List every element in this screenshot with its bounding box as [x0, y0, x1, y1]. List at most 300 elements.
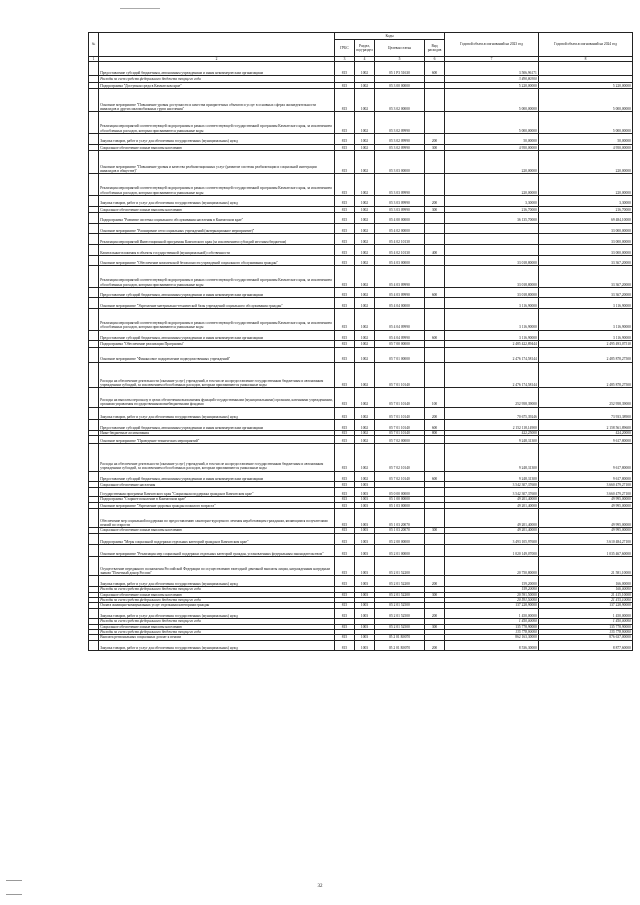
vol-2023-cell: 4 950,00000 [445, 144, 539, 150]
vid-cell: 800 [425, 431, 445, 436]
vid-cell [425, 309, 445, 330]
num-cell [89, 608, 99, 619]
vol-2024-cell: 3 660 479,27100 [539, 482, 633, 487]
name-cell: Социальное обеспечение и иные выплаты населению [99, 592, 335, 597]
vol-2023-cell: 9 248,31300 [445, 471, 539, 482]
vid-cell [425, 266, 445, 287]
vol-2023-cell [445, 223, 539, 234]
grbs-cell: 815 [335, 298, 355, 309]
vid-cell [425, 298, 445, 309]
target-cell: 05 7 01 10140 [375, 362, 425, 388]
vol-2023-cell: 33 018,80000 [445, 266, 539, 287]
num-cell [89, 557, 99, 576]
grbs-cell: 815 [335, 347, 355, 362]
name-cell: Основное мероприятие "Финансовое подкрепление подведомственных учреждений" [99, 347, 335, 362]
razdel-cell: 1002 [355, 266, 375, 287]
grbs-cell: 815 [335, 557, 355, 576]
razdel-cell: 1002 [355, 150, 375, 174]
grbs-cell: 815 [335, 502, 355, 508]
vol-2024-cell: 8 877,60000 [539, 640, 633, 651]
grbs-cell: 815 [335, 603, 355, 608]
target-cell: 05 2 01 52200 [375, 592, 425, 597]
num-cell [89, 347, 99, 362]
vol-2024-cell: 69 484,10000 [539, 212, 633, 223]
target-cell: 05 1 Р3 51630 [375, 62, 425, 76]
razdel-cell: 1002 [355, 341, 375, 347]
table-row [89, 234, 633, 245]
vid-cell [425, 234, 445, 245]
vol-2023-cell: 3 506,96171 [445, 62, 539, 76]
vol-2024-cell: 21 581,10000 [539, 557, 633, 576]
razdel-cell: 1003 [355, 557, 375, 576]
margin-mark [6, 880, 22, 881]
target-cell: 05 7 02 00000 [375, 436, 425, 443]
name-cell: Подпрограмма "Старшее поколение в Камчатском крае" [99, 497, 335, 502]
table-row [89, 330, 633, 341]
col-2024-header: Годовой объем ассигнований на 2024 год [539, 33, 633, 57]
name-cell: Расходы на обеспечение деятельности (оказание услуг) учреждений, в том числе на предоставление государственным бюджетным и автономным учреждениям субсидий, за исключением обособленных расходов, которым присваиваются уникальные коды [99, 443, 335, 471]
vol-2024-cell: 3 116,90000 [539, 298, 633, 309]
razdel-cell: 1002 [355, 431, 375, 436]
target-cell: 05 1 03 00000 [375, 502, 425, 508]
name-cell: Расходы за счет средств федерального бюджета текущего года [99, 597, 335, 602]
vol-2024-cell: 3 116,90000 [539, 330, 633, 341]
target-cell: 05 4 02 00000 [375, 223, 425, 234]
target-cell: 05 3 00 00000 [375, 82, 425, 88]
vid-cell: 600 [425, 471, 445, 482]
vid-cell [425, 212, 445, 223]
name-cell: Оплата жилищно-коммунальных услуг отдельным категориям граждан [99, 603, 335, 608]
vid-cell [425, 347, 445, 362]
target-cell: 05 3 03 09990 [375, 206, 425, 212]
target-cell: 05 7 01 10140 [375, 388, 425, 407]
razdel-cell: 1002 [355, 471, 375, 482]
razdel-cell: 1003 [355, 603, 375, 608]
vol-2023-cell: 3 116,90000 [445, 309, 539, 330]
num-cell [89, 223, 99, 234]
grbs-cell: 815 [335, 245, 355, 256]
razdel-cell: 1002 [355, 330, 375, 341]
table-row [89, 608, 633, 619]
name-cell: Реализация мероприятий соответствующей подпрограммы в рамках соответствующей государственной программы Камчатского края, за исключением обособленных расходов, которым присваиваются уникальные коды [99, 112, 335, 133]
vol-2023-cell: 422,25000 [445, 431, 539, 436]
vid-cell [425, 509, 445, 528]
vol-2023-cell: 1 450,00000 [445, 619, 539, 624]
vol-2023-cell: 49 201,40000 [445, 509, 539, 528]
num-cell [89, 133, 99, 144]
num-cell [89, 330, 99, 341]
num-cell [89, 533, 99, 545]
target-cell: 05 4 03 09990 [375, 266, 425, 287]
col-index: 1 [89, 57, 99, 62]
vid-cell: 300 [425, 528, 445, 533]
vol-2023-cell: 3,30000 [445, 195, 539, 206]
vid-cell [425, 88, 445, 112]
vid-cell: 300 [425, 206, 445, 212]
num-cell [89, 62, 99, 76]
col-grbs-header: ГРБС [335, 40, 355, 57]
name-cell: Государственная программа Камчатского края "Социальная поддержка граждан в Камчатском крае" [99, 487, 335, 497]
grbs-cell: 815 [335, 436, 355, 443]
target-cell: 05 3 02 09990 [375, 112, 425, 133]
num-cell [89, 509, 99, 528]
target-cell: 05 2 01 R0070 [375, 640, 425, 651]
vol-2024-cell: 5 000,00000 [539, 112, 633, 133]
num-cell [89, 362, 99, 388]
grbs-cell: 815 [335, 471, 355, 482]
vol-2024-cell: 33 367,20000 [539, 266, 633, 287]
target-cell: 05 2 01 52200 [375, 557, 425, 576]
vol-2024-cell: 3 116,90000 [539, 309, 633, 330]
target-cell: 05 4 00 00000 [375, 212, 425, 223]
vol-2024-cell: 1 450,00000 [539, 608, 633, 619]
table-row [89, 576, 633, 587]
grbs-cell: 815 [335, 133, 355, 144]
vol-2023-cell: 70 675,39246 [445, 407, 539, 420]
vol-2024-cell: 137 228,90000 [539, 603, 633, 608]
vid-cell: 600 [425, 330, 445, 341]
name-cell: Предоставление субсидий бюджетным, автономным учреждениям и иным некоммерческим организациям [99, 62, 335, 76]
col-index: 5 [375, 57, 425, 62]
target-cell: 05 2 01 52500 [375, 624, 425, 629]
grbs-cell: 815 [335, 624, 355, 629]
vol-2023-cell: 220,00000 [445, 174, 539, 195]
target-cell: 05 3 03 00000 [375, 150, 425, 174]
target-cell: 05 7 00 00000 [375, 341, 425, 347]
vol-2024-cell: 135 778,90000 [539, 624, 633, 629]
table-row [89, 298, 633, 309]
vol-2023-cell: 252 958,39000 [445, 388, 539, 407]
vol-2024-cell: 9 617,80000 [539, 443, 633, 471]
grbs-cell: 815 [335, 640, 355, 651]
razdel-cell: 1003 [355, 608, 375, 619]
name-cell: Реализация мероприятий соответствующей подпрограммы в рамках соответствующей государственной программы Камчатского края, за исключением обособленных расходов, которым присваиваются уникальные коды [99, 309, 335, 330]
grbs-cell: 815 [335, 635, 355, 640]
num-cell [89, 545, 99, 557]
razdel-cell: 1002 [355, 223, 375, 234]
razdel-cell: 1002 [355, 407, 375, 420]
grbs-cell: 815 [335, 420, 355, 431]
target-cell: 05 2 01 R0070 [375, 635, 425, 640]
vol-2024-cell: 220,00000 [539, 174, 633, 195]
name-cell: Предоставление субсидий бюджетным, автономным учреждениям и иным некоммерческим организациям [99, 420, 335, 431]
name-cell: Основное мероприятие "Укрепление материально-технической базы учреждений социального обслуживания граждан" [99, 298, 335, 309]
razdel-cell: 1002 [355, 443, 375, 471]
vol-2024-cell: 49 995,00000 [539, 528, 633, 533]
vol-2024-cell: 135 778,90000 [539, 629, 633, 634]
name-cell: Социальное обеспечение населения [99, 482, 335, 487]
razdel-cell: 1002 [355, 174, 375, 195]
target-cell: 05 2 01 52500 [375, 608, 425, 619]
vol-2023-cell: 20 591,50000 [445, 592, 539, 597]
target-cell: 05 7 01 10140 [375, 407, 425, 420]
grbs-cell: 815 [335, 82, 355, 88]
target-cell: 05 3 03 09990 [375, 174, 425, 195]
name-cell: Основное мероприятие "Расширение сети социальных учреждений (интернационное мероприятие)" [99, 223, 335, 234]
vol-2023-cell: 137 228,90000 [445, 603, 539, 608]
vid-cell: 200 [425, 133, 445, 144]
name-cell: Основное мероприятие "Обеспечение комплексной безопасности учреждений социального обслуживания граждан" [99, 255, 335, 266]
num-cell [89, 255, 99, 266]
grbs-cell: 815 [335, 487, 355, 497]
vid-cell [425, 112, 445, 133]
razdel-cell: 1002 [355, 144, 375, 150]
razdel-cell: 1002 [355, 133, 375, 144]
grbs-cell: 815 [335, 212, 355, 223]
name-cell: Закупка товаров, работ и услуг для обеспечения государственных (муниципальных) нужд [99, 133, 335, 144]
target-cell: 05 2 00 00000 [375, 533, 425, 545]
razdel-cell: 1002 [355, 347, 375, 362]
razdel-cell: 1002 [355, 195, 375, 206]
num-cell [89, 471, 99, 482]
name-cell: Социальное обеспечение и иные выплаты населению [99, 624, 335, 629]
table-body [89, 62, 633, 651]
vol-2023-cell: 2 476 174,58144 [445, 347, 539, 362]
vol-2023-cell: 33 018,80000 [445, 255, 539, 266]
vol-2024-cell: 49 995,00000 [539, 497, 633, 502]
name-cell: Расходы на обеспечение деятельности (оказание услуг) учреждений, в том числе на предоставление государственным бюджетным и автономным учреждениям субсидий, за исключением обособленных расходов, которым присваиваются уникальные коды [99, 362, 335, 388]
grbs-cell: 815 [335, 195, 355, 206]
num-cell [89, 245, 99, 256]
vol-2024-cell: 21 415,10000 [539, 592, 633, 597]
target-cell: 05 4 03 09990 [375, 287, 425, 298]
vid-cell [425, 443, 445, 471]
vol-2023-cell: 5 000,00000 [445, 112, 539, 133]
grbs-cell: 815 [335, 545, 355, 557]
vol-2024-cell: 33 000,00000 [539, 234, 633, 245]
name-cell: Основное мероприятие "Повышение уровня доступности и качества приоритетных объектов и услуг в основных сферах жизнедеятельности инвалидов и других маломобильных групп населения" [99, 88, 335, 112]
vol-2024-cell: 252 958,39000 [539, 388, 633, 407]
col-target-header: Целевая статья [375, 40, 425, 57]
vol-2023-cell: 1 020 149,07000 [445, 545, 539, 557]
num-cell [89, 212, 99, 223]
vol-2023-cell: 3 116,90000 [445, 330, 539, 341]
vid-cell: 600 [425, 420, 445, 431]
num-cell [89, 88, 99, 112]
table-row [89, 362, 633, 388]
vol-2024-cell: 73 933,38900 [539, 407, 633, 420]
table-row [89, 487, 633, 497]
target-cell: 05 1 00 00000 [375, 497, 425, 502]
target-cell: 05 3 02 09990 [375, 133, 425, 144]
vol-2024-cell [539, 62, 633, 76]
vol-2023-cell: 20 591,50000 [445, 597, 539, 602]
vol-2024-cell: 33 000,00000 [539, 245, 633, 256]
vol-2023-cell: 3 490,80300 [445, 76, 539, 82]
vol-2023-cell: 135 778,90000 [445, 624, 539, 629]
grbs-cell: 815 [335, 608, 355, 619]
num-cell [89, 407, 99, 420]
razdel-cell: 1003 [355, 487, 375, 497]
col-index: 7 [445, 57, 539, 62]
vol-2023-cell: 220,00000 [445, 150, 539, 174]
table-row [89, 266, 633, 287]
razdel-cell: 1002 [355, 287, 375, 298]
vol-2023-cell: 5 000,00000 [445, 88, 539, 112]
target-cell: 05 4 04 09990 [375, 330, 425, 341]
table-row [89, 223, 633, 234]
num-cell [89, 640, 99, 651]
vol-2024-cell: 166,00000 [539, 576, 633, 587]
target-cell: 05 0 00 00000 [375, 487, 425, 497]
name-cell: Обеспечение мер социальной поддержки по предоставлению санаторно-курортного лечения неработающим гражданам, являющимся получателями пенсий по старости [99, 509, 335, 528]
name-cell: Выплата региональных социальных доплат к пенсии [99, 635, 335, 640]
name-cell: Закупка товаров, работ и услуг для обеспечения государственных (муниципальных) нужд [99, 608, 335, 619]
grbs-cell: 815 [335, 528, 355, 533]
name-cell: Подпрограмма "Меры социальной поддержки отдельных категорий граждан в Камчатском крае" [99, 533, 335, 545]
target-cell: 05 4 03 00000 [375, 255, 425, 266]
grbs-cell: 815 [335, 223, 355, 234]
vid-cell [425, 362, 445, 388]
table-row [89, 545, 633, 557]
grbs-cell: 815 [335, 407, 355, 420]
vol-2023-cell: 135 778,90000 [445, 629, 539, 634]
name-cell: Расходы за счет средств федерального бюджета текущего года [99, 587, 335, 592]
target-cell: 05 4 02 10130 [375, 245, 425, 256]
target-cell: 05 7 01 10140 [375, 431, 425, 436]
name-cell: Социальное обеспечение и иные выплаты населению [99, 144, 335, 150]
vid-cell: 200 [425, 576, 445, 587]
vol-2023-cell: 9 248,31300 [445, 436, 539, 443]
vid-cell [425, 487, 445, 497]
name-cell: Осуществление переданного полномочия Российской Федерации по осуществлению ежегодной денежной выплаты лицам, награжденным нагрудным знаком "Почетный донор России" [99, 557, 335, 576]
razdel-cell: 1002 [355, 206, 375, 212]
razdel-cell: 1003 [355, 502, 375, 508]
name-cell: Закупка товаров, работ и услуг для обеспечения государственных (муниципальных) нужд [99, 407, 335, 420]
vol-2023-cell [445, 245, 539, 256]
name-cell: Реализация мероприятий соответствующей подпрограммы в рамках соответствующей государственной программы Камчатского края, за исключением обособленных расходов, которым присваиваются уникальные коды [99, 174, 335, 195]
vol-2024-cell: 49 995,00000 [539, 502, 633, 508]
razdel-cell: 1003 [355, 576, 375, 587]
grbs-cell: 815 [335, 388, 355, 407]
vol-2023-cell: 33 018,80000 [445, 287, 539, 298]
razdel-cell: 1002 [355, 234, 375, 245]
col-num-header: № [89, 33, 99, 57]
razdel-cell: 1002 [355, 82, 375, 88]
num-cell [89, 576, 99, 587]
vol-2024-cell: 1 450,00000 [539, 619, 633, 624]
num-cell [89, 388, 99, 407]
name-cell: Основное мероприятие "Проведение технических мероприятий" [99, 436, 335, 443]
table-row [89, 420, 633, 431]
vid-cell [425, 436, 445, 443]
num-cell [89, 420, 99, 431]
razdel-cell: 1003 [355, 635, 375, 640]
razdel-cell: 1002 [355, 420, 375, 431]
num-cell [89, 150, 99, 174]
num-cell [89, 195, 99, 206]
table-row [89, 347, 633, 362]
name-cell: Основное мероприятие "Повышение уровня и качества реабилитационных услуг (развитие системы реабилитации и социальной интеграции инвалидов в обществе)" [99, 150, 335, 174]
num-cell [89, 298, 99, 309]
razdel-cell: 1003 [355, 528, 375, 533]
target-cell: 05 3 02 09990 [375, 144, 425, 150]
name-cell: Социальное обеспечение и иные выплаты населению [99, 206, 335, 212]
vid-cell: 300 [425, 624, 445, 629]
vol-2023-cell: 2 476 174,58144 [445, 362, 539, 388]
grbs-cell: 815 [335, 112, 355, 133]
razdel-cell: 1002 [355, 298, 375, 309]
vid-cell [425, 223, 445, 234]
grbs-cell: 815 [335, 443, 355, 471]
name-cell: Реализация мероприятий Инвестиционной программы Камчатского края (за исключением субсидий местным бюджетам) [99, 234, 335, 245]
name-cell: Реализация мероприятий соответствующей подпрограммы в рамках соответствующей государственной программы Камчатского края, за исключением обособленных расходов, которым присваиваются уникальные коды [99, 266, 335, 287]
table-row [89, 133, 633, 144]
vol-2024-cell: 876 637,00000 [539, 635, 633, 640]
table-row [89, 471, 633, 482]
name-cell: Предоставление субсидий бюджетным, автономным учреждениям и иным некоммерческим организациям [99, 287, 335, 298]
name-cell: Закупка товаров, работ и услуг для обеспечения государственных (муниципальных) нужд [99, 576, 335, 587]
vid-cell: 100 [425, 388, 445, 407]
target-cell: 05 4 04 00000 [375, 298, 425, 309]
grbs-cell: 815 [335, 206, 355, 212]
vol-2024-cell: 9 617,80000 [539, 436, 633, 443]
num-cell [89, 436, 99, 443]
vol-2023-cell: 216,70000 [445, 206, 539, 212]
razdel-cell: 1002 [355, 112, 375, 133]
target-cell: 05 4 02 10130 [375, 234, 425, 245]
name-cell: Предоставление субсидий бюджетным, автономным учреждениям и иным некоммерческим организациям [99, 330, 335, 341]
grbs-cell: 815 [335, 592, 355, 597]
table-row [89, 557, 633, 576]
vol-2024-cell: 2 485 878,27500 [539, 347, 633, 362]
table-row [89, 443, 633, 471]
grbs-cell: 815 [335, 287, 355, 298]
razdel-cell: 1003 [355, 497, 375, 502]
grbs-cell: 815 [335, 341, 355, 347]
vol-2023-cell: 5 220,00000 [445, 82, 539, 88]
razdel-cell: 1002 [355, 245, 375, 256]
vid-cell: 200 [425, 407, 445, 420]
vol-2024-cell: 2 495 493,07510 [539, 341, 633, 347]
num-cell [89, 443, 99, 471]
razdel-cell: 1003 [355, 545, 375, 557]
vol-2023-cell: 159,20000 [445, 576, 539, 587]
vol-2024-cell: 1 035 467,60000 [539, 545, 633, 557]
grbs-cell: 815 [335, 533, 355, 545]
table-row [89, 436, 633, 443]
vol-2023-cell: 49 201,40000 [445, 497, 539, 502]
razdel-cell: 1002 [355, 309, 375, 330]
num-cell [89, 287, 99, 298]
grbs-cell: 815 [335, 234, 355, 245]
col-2023-header: Годовой объем ассигнований на 2023 год [445, 33, 539, 57]
name-cell: Закупка товаров, работ и услуг для обеспечения государственных (муниципальных) нужд [99, 640, 335, 651]
table-row [89, 533, 633, 545]
vol-2024-cell: 21 415,10000 [539, 597, 633, 602]
target-cell: 05 2 01 00000 [375, 545, 425, 557]
table-row [89, 407, 633, 420]
name-cell: Подпрограмма "Развитие системы социального обслуживания населения в Камчатском крае" [99, 212, 335, 223]
vid-cell: 200 [425, 640, 445, 651]
target-cell: 05 7 02 10140 [375, 443, 425, 471]
num-cell [89, 234, 99, 245]
vol-2024-cell: 424,20000 [539, 431, 633, 436]
num-cell [89, 309, 99, 330]
razdel-cell: 1003 [355, 640, 375, 651]
vid-cell: 300 [425, 144, 445, 150]
vol-2023-cell: 3 542 307,37600 [445, 487, 539, 497]
grbs-cell: 815 [335, 482, 355, 487]
page-number: 32 [317, 884, 323, 889]
razdel-cell: 1003 [355, 533, 375, 545]
name-cell: Подпрограмма "Обеспечение реализации Программы" [99, 341, 335, 347]
target-cell: 05 2 01 52200 [375, 576, 425, 587]
razdel-cell: 1003 [355, 624, 375, 629]
vol-2024-cell: 9 617,80000 [539, 471, 633, 482]
grbs-cell: 815 [335, 88, 355, 112]
grbs-cell: 815 [335, 150, 355, 174]
